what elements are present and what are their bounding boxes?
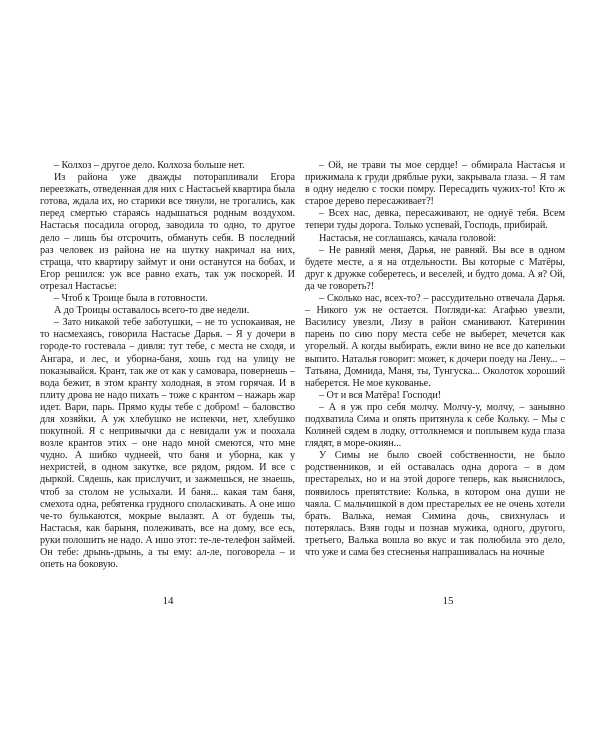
paragraph: – Колхоз – другое дело. Колхоза больше нет.	[54, 160, 245, 171]
paragraph: У Симы не было своей собственности, не было родственников, и ей оставалась одна дорога – в дом престарелых, но и на этой дороге теперь, как выяснилось, появилось препятствие: Колька, в котором она души не чаяла. С мальчишкой в дом престарелых ее не очень хотели брать. Валька, немая Симина дочь, свихнулась и потерялась. Взяв годы и познав мужика, одного, другого, третьего, Валька вошла во вкус и так полюбила это дело, что уже и сама без стесненья напрашивалась на ночные	[305, 450, 565, 558]
left-page-text	[40, 160, 295, 571]
paragraph: – Ой, не трави ты мое сердце! – обмирала Настасья и прижимала к груди дряблые руки, закрывала глаза. – Я там в одну неделю с тоски помру. Пересадить чужих-то! Кто ж старое дерево пересаживает?!	[305, 160, 565, 208]
right-page	[305, 160, 565, 559]
page-number-right: 15	[442, 595, 454, 607]
paragraph: – От и вся Матёра! Господи!	[319, 389, 442, 401]
paragraph: – Зато никакой тебе заботушки, – не то успокаивая, не то насмехаясь, говорила Настасье Дарья. – Я у дочери в городе-то гостевала – дивля: тут тебе, с места не сходя, и Ангара, и лес, и уборна-баня, хошь год на улицу не показывайся. Крант, так же от как у самовара, повернешь – вода бежит, в этом кранту холодная, в этом горячая. И в плиту дрова не надо пихать – тоже с крантом – нажарь жар идет. Вари, парь. Прямо куды тебе с добром! – баловство для хозяйки. А уж хлебушко не испекчи, нет, хлебушко покупной. Я с непривычки да с невидали уж и поохала возле крантов этих – оне надо мной смеются, что мне чудно. А шибко чуднеей, что баня и уборна, как у нехристей, в одном закутке, все рядом, рядом. И все с дыркой. Сядешь, как прислучит, и зажмешься, не знаешь, чтоб за столом не услыхали. И баня... какая там баня, смехота одна, ребятенка грудного споласкивать. А оне ишо че-то булькаются, мокрые вылазят. А от будешь ты, Настасья, как барыня, полеживать, все на дому, все есь, руки полошить не надо. А ишо этот: те-ле-телефон займей. Он тебе: дрынь-дрынь, а ты ему: ал-ле, поговорела – и опеть на боковую.	[40, 317, 295, 571]
paragraph: – Не равняй меня, Дарья, не равняй. Вы все в одном будете месте, а я на отдельности. Вы которые с Матёры, друг к дружке соберетесь, и веселей, и будто дома. А я? Ой, да че говореть?!	[305, 244, 565, 292]
paragraph: Из района уже дважды поторапливали Егора переезжать, отведенная для них с Настасьей квартира была готова, ждала их, но старики все тянули, не трогались, как перед смертью стараясь надышаться родным воздухом. Настасья посадила огород, заводила то одно, то другое дело – лишь бы отсрочить, обмануть себя. В последний раз человек из района не на шутку накричал на них, страща, что квартиру займут и они останутся на бобах, и Егор решился: уж все равно ехать, так уж поскорей. И отрезал Настасье:	[40, 172, 295, 292]
paragraph: Настасья, не соглашаясь, качала головой:	[319, 232, 497, 244]
paragraph: – Сколько нас, всех-то? – рассудительно отвечала Дарья. – Никого уж не остается. Погляди-ка: Агафью увезли, Василису увезли, Лизу в район сманивают. Катеринин парень по сию пору места себе не выберет, мечется как угорелый. А когды выбирать, ежли вино не все до капельки выпито. Наталья говорит: может, к дочери поеду на Лену... – Татьяна, Домнида, Маня, ты, Тунгуска... Околоток хороший наберется. Не мое кукованье.	[305, 293, 565, 389]
right-page-text	[305, 160, 565, 559]
paragraph: – А я уж про себя молчу. Молчу-у, молчу, – занывно подхватила Сима и опять притянула к себе Кольку. – Мы с Коляней сядем в лодку, оттолкнемся и поплывем куда глаза глядят, в море-окиян...	[305, 401, 565, 450]
paragraph: А до Троицы оставалось всего-то две недели.	[54, 305, 250, 317]
paragraph: – Чтоб к Троице была в готовности.	[54, 293, 208, 305]
paragraph: – Всех нас, девка, пересаживают, не однуё тебя. Всем тепери туды дорога. Только успевай, Господь, прибирай.	[305, 208, 565, 232]
page-number-left: 14	[162, 595, 174, 607]
left-page	[40, 160, 295, 571]
